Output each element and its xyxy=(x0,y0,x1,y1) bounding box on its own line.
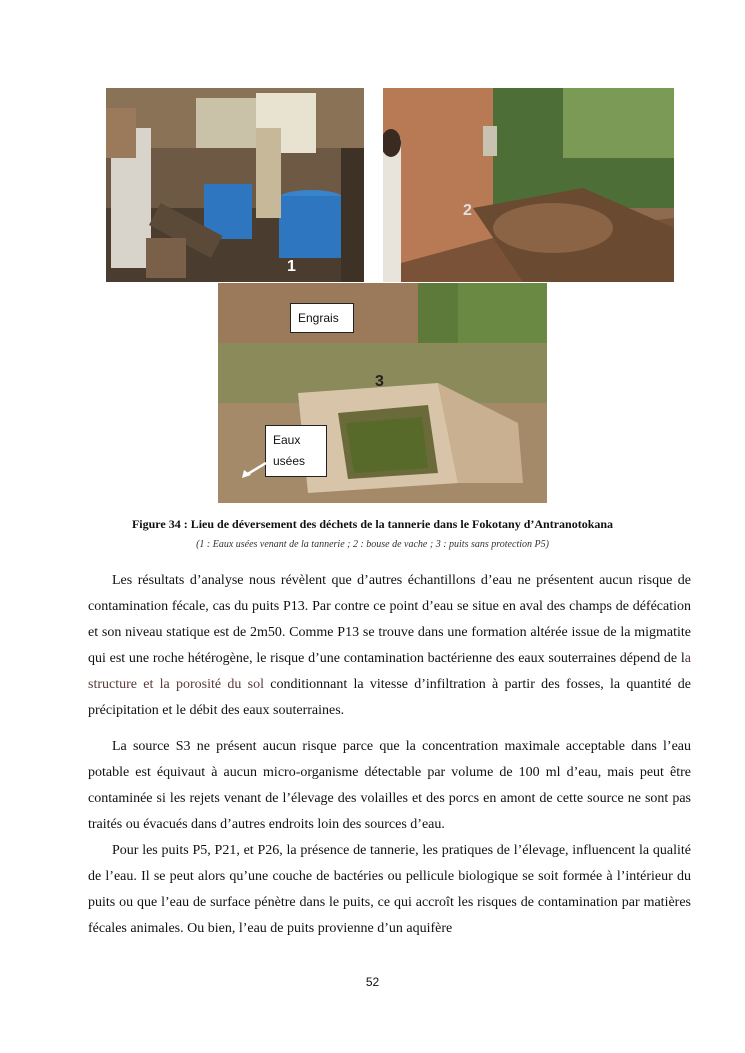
paragraph-2: La source S3 ne présent aucun risque parce que la concentration maximale acceptable dans l’eau potable est équivaut à aucun micro-organisme détectable par volume de 100 ml d’eau, mais peut être contaminée si les rejets venant de l’élevage des volailles et des porcs en amont de cette source ne sont pas traités ou évacués dans d’autres endroits loin des sources d’eau. xyxy=(88,739,691,832)
paragraph-1-text-c: conditionnant la vitesse d’infiltration à partir des fosses, la quantité de précipitation et le débit des eaux souterraines. xyxy=(88,676,691,718)
photo-number-1: 1 xyxy=(287,258,296,275)
photo-unprotected-well xyxy=(218,283,547,503)
paragraph-1-highlight: a structure et la porosité du sol xyxy=(88,650,691,692)
photo-number-3: 3 xyxy=(375,373,384,390)
paragraph-1-text-a: Les résultats d’analyse nous révèlent que d’autres échantillons d’eau ne présentent aucun risque de contamination fécale, cas du puits P13. Par contre ce point d’eau se situe en aval des champs de défécation et son niveau statique est de 2m50. Comme P13 se trouve dans une formation altérée issue de la migmatite qui est une roche hétérogène, le risque d’une contamination bactérienne des eaux souterraines dépend de l xyxy=(88,573,691,666)
label-eaux-usees xyxy=(265,425,327,477)
paragraph-1 xyxy=(88,568,691,723)
paragraph-3: Pour les puits P5, P21, et P26, la présence de tannerie, les pratiques de l’élevage, influencent la qualité de l’eau. Il se peut alors qu’une couche de bactéries ou pellicule biologique se soit formée à l’intérieur du puits ou que l’eau de surface pénètre dans le puits, ce qui accroît les risques de contamination par matières fécales animales. Ou bien, l’eau de puits provienne d’un aquifère xyxy=(88,843,691,936)
figure-legend: (1 : Eaux usées venant de la tannerie ; 2 : bouse de vache ; 3 : puits sans protection P5) xyxy=(196,539,549,550)
figure-caption: Figure 34 : Lieu de déversement des déchets de la tannerie dans le Fokotany d’Antranotokana xyxy=(131,517,614,531)
photo-cow-dung xyxy=(383,88,674,282)
photo-tannery-wastewater xyxy=(106,88,364,282)
label-eaux-line1: Eaux xyxy=(273,433,301,447)
photo-number-2: 2 xyxy=(463,202,472,219)
label-eaux-line2: usées xyxy=(273,454,306,468)
label-engrais: Engrais xyxy=(290,303,354,333)
page-number: 52 xyxy=(365,975,380,989)
arrow-icon xyxy=(240,461,268,479)
